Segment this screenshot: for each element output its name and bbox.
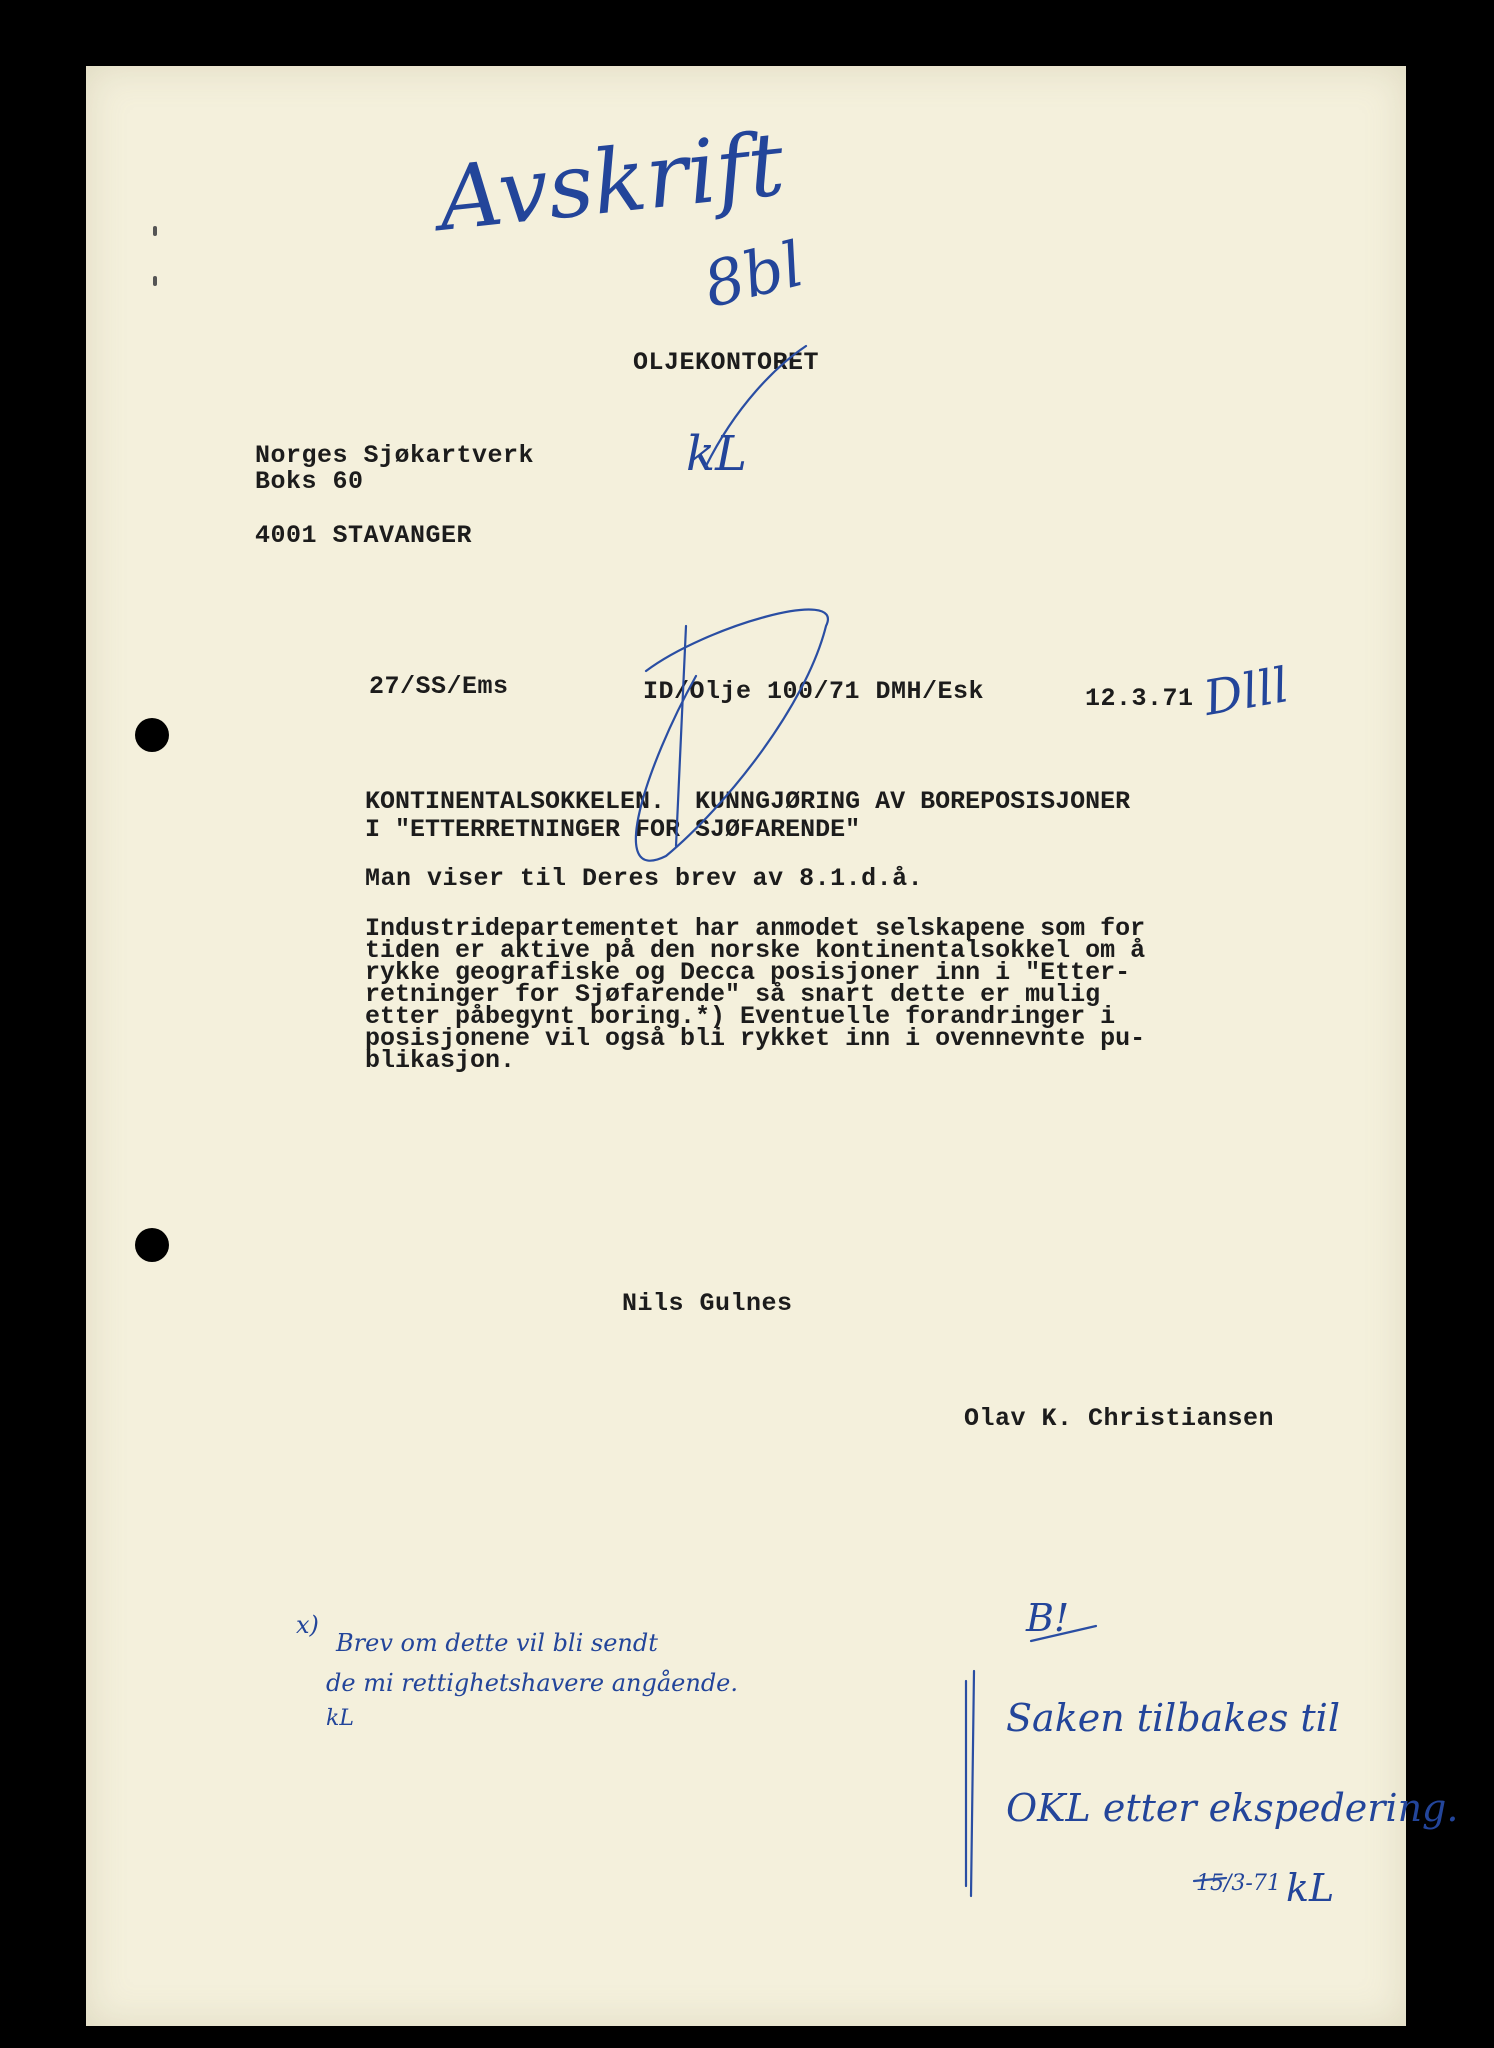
opening-sentence: Man viser til Deres brev av 8.1.d.å. (365, 864, 924, 893)
recipient-box: Boks 60 (255, 467, 364, 496)
subject-line: I "ETTERRETNINGER FOR SJØFARENDE" (365, 815, 861, 844)
handwritten-initials: kL (686, 426, 747, 482)
body-line: rykke geografiske og Decca posisjoner inn i "Etter- (365, 958, 1131, 987)
their-reference: 27/SS/Ems (369, 672, 509, 701)
recipient-name: Norges Sjøkartverk (255, 441, 535, 470)
signatory-2: Olav K. Christiansen (964, 1404, 1275, 1433)
note-initials: kL (1286, 1866, 1335, 1910)
handwritten-initials-top: 8bl (696, 227, 811, 322)
body-line: Industridepartementet har anmodet selskapene som for (365, 914, 1146, 943)
body-line: blikasjon. (365, 1046, 516, 1075)
body-line: posisjonene vil også bli rykket inn i ovennevnte pu- (365, 1024, 1146, 1053)
body-line: retninger for Sjøfarende" så snart dette er mulig (365, 980, 1101, 1009)
footnote-line: Brev om dette vil bli sendt (336, 1629, 658, 1657)
our-reference: ID/Olje 100/71 DMH/Esk (643, 677, 985, 706)
footnote-line: kL (326, 1706, 354, 1731)
recipient-city: 4001 STAVANGER (255, 521, 473, 550)
letter-date: 12.3.71 (1085, 684, 1194, 713)
subject-line: KONTINENTALSOKKELEN. KUNNGJØRING AV BOREPOSISJONER (365, 787, 1131, 816)
note-header: B! (1026, 1596, 1070, 1640)
pen-strokes (86, 66, 1406, 2026)
handwritten-title: Avskrift (433, 112, 789, 251)
body-line: tiden er aktive på den norske kontinentalsokkel om å (365, 936, 1146, 965)
note-date: 15/3-71 (1196, 1871, 1281, 1896)
signatory-1: Nils Gulnes (622, 1289, 793, 1318)
handwritten-date-initials: Dlll (1199, 657, 1293, 727)
document-page (86, 66, 1459, 2026)
office-heading: OLJEKONTORET (633, 348, 820, 377)
note-line: OKL etter ekspedering. (1006, 1786, 1459, 1830)
body-line: etter påbegynt boring.*) Eventuelle forandringer i (365, 1002, 1116, 1031)
footnote-line: de mi rettighetshavere angående. (326, 1669, 739, 1697)
note-line: Saken tilbakes til (1006, 1696, 1340, 1740)
footnote-mark: x) (296, 1611, 319, 1639)
